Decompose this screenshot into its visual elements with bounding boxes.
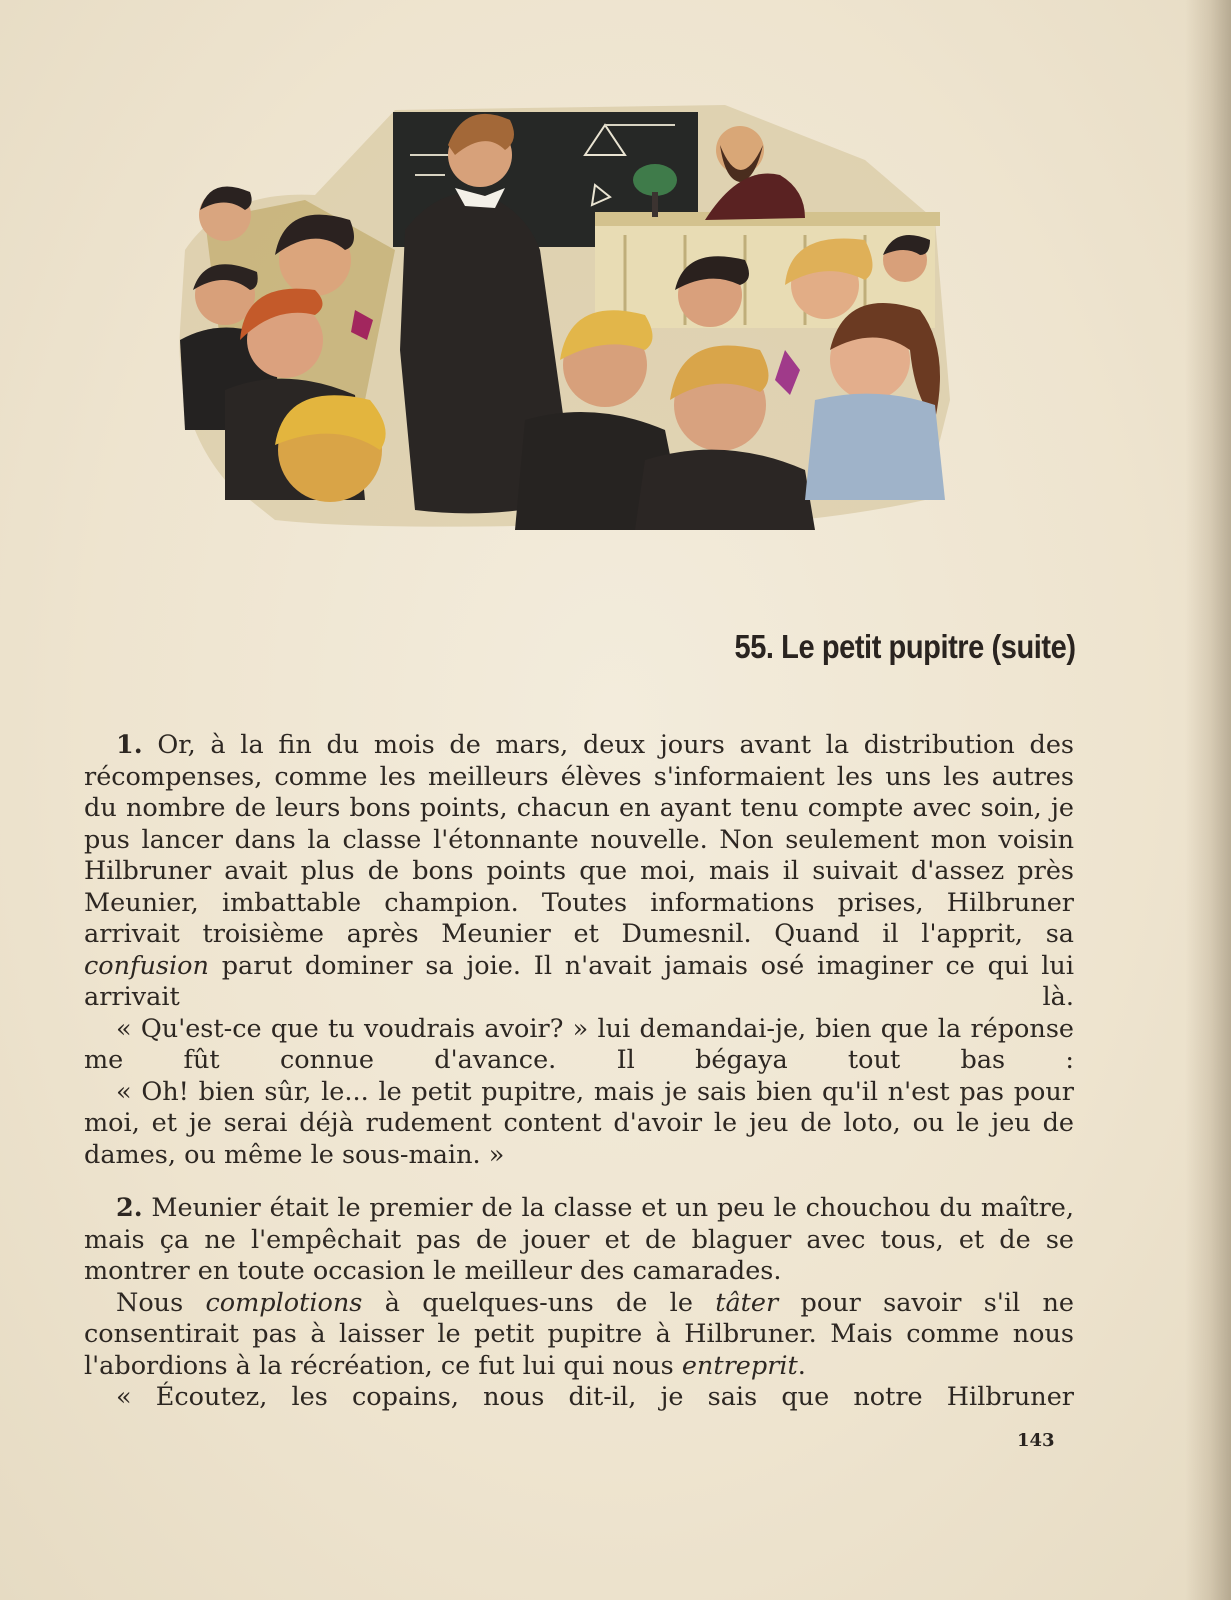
paragraph-dialogue-3: « Écoutez, les copains, nous dit-il, je sais que notre Hilbruner (116, 1382, 1074, 1412)
italic-word: tâter (715, 1287, 779, 1318)
paragraph-text: Or, à la fin du mois de mars, deux jours avant la distribution des récompenses, comme les meilleurs élèves s'informaient les uns les autres du nombre de leurs bons points, chacun en ayant tenu compte avec soin, je pus lancer dans la classe l'étonnante nouvelle. Non seulement mon voisin Hilbruner avait plus de bons points que moi, mais il suivait d'assez près Meunier, imbattable champion. Toutes informations prises, Hilbruner arrivait troisième après Meunier et Dumesnil. Quand il l'apprit, sa (84, 730, 1074, 949)
chapter-title: 55. Le petit pupitre (suite) (734, 628, 1076, 665)
italic-word: complotions (205, 1287, 363, 1318)
spine-shadow (1185, 0, 1231, 1600)
paragraph-text: Meunier était le premier de la classe et un peu le chouchou du maître, mais ça ne l'empêchait pas de jouer et de blaguer avec tous, et de se montrer en toute occasion le meilleur des camarades. (84, 1193, 1074, 1286)
paragraph-text: à quelques-uns de le (362, 1287, 716, 1318)
paragraph-3 (84, 1288, 1074, 1383)
paragraph-dialogue-1: « Qu'est-ce que tu voudrais avoir? » lui demandai-je, bien que la réponse me fût connue d'avance. Il bégaya tout bas : (84, 1013, 1074, 1075)
italic-word: confusion (84, 950, 209, 981)
paragraph-number: 2. (116, 1193, 143, 1223)
paragraph-text: Nous (116, 1287, 206, 1318)
paragraph-text: parut dominer sa joie. Il n'avait jamais osé imaginer ce qui lui arrivait là. (84, 950, 1074, 1012)
paragraph-text: pour savoir s'il ne consentirait pas à laisser le petit pupitre à Hilbruner. Mais comme nous l'abordions à la récréation, ce fut lui qui nous (84, 1287, 1075, 1381)
paragraph-text: . (797, 1350, 806, 1381)
classroom-illustration-icon (165, 100, 955, 540)
paragraph-2 (84, 1193, 1074, 1288)
paragraph-number: 1. (116, 730, 143, 760)
classroom-illustration (165, 100, 955, 540)
paragraph-1 (84, 730, 1074, 1014)
italic-word: entreprit (681, 1350, 798, 1381)
page-number: 143 (1017, 1430, 1055, 1451)
chapter-text (84, 730, 1074, 1414)
paragraph-dialogue-2: « Oh! bien sûr, le... le petit pupitre, mais je sais bien qu'il n'est pas pour moi, et je serai déjà rudement content d'avoir le jeu de loto, ou le jeu de dames, ou même le sous-main. » (84, 1076, 1074, 1170)
